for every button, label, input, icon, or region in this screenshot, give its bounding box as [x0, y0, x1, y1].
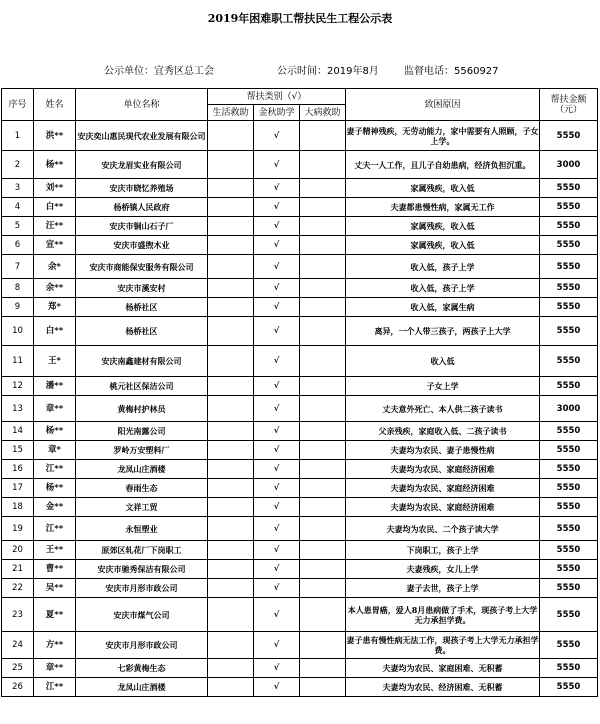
row-unit: 文祥工贸 — [76, 498, 208, 517]
row-reason: 夫妻均为农民、家庭经济困难 — [346, 479, 540, 498]
row-unit: 安庆市商能保安服务有限公司 — [76, 255, 208, 279]
row-name: 汪** — [34, 217, 76, 236]
row-index: 21 — [2, 560, 34, 579]
row-autumn-study-aid-mark: √ — [254, 422, 300, 441]
row-illness-aid-mark — [300, 460, 346, 479]
row-illness-aid-mark — [300, 396, 346, 422]
row-reason: 夫妻均为农民、经济困难、无积蓄 — [346, 678, 540, 697]
row-unit: 安庆龙眉实业有限公司 — [76, 151, 208, 179]
row-amount: 5550 — [540, 346, 598, 377]
row-reason: 夫妻均为农民、二个孩子读大学 — [346, 517, 540, 541]
row-illness-aid-mark — [300, 298, 346, 317]
row-illness-aid-mark — [300, 377, 346, 396]
row-living-aid-mark — [208, 441, 254, 460]
row-illness-aid-mark — [300, 441, 346, 460]
row-unit: 安庆市晓忆养殖场 — [76, 179, 208, 198]
row-amount: 5550 — [540, 377, 598, 396]
supervision-phone: 监督电话：5560927 — [404, 66, 499, 77]
row-name: 金** — [34, 498, 76, 517]
row-autumn-study-aid-mark: √ — [254, 317, 300, 346]
row-autumn-study-aid-mark: √ — [254, 298, 300, 317]
table-row — [2, 560, 598, 579]
row-illness-aid-mark — [300, 498, 346, 517]
header-amount: 帮扶金额（元） — [540, 89, 598, 121]
row-index: 3 — [2, 179, 34, 198]
header-index: 序号 — [2, 89, 34, 121]
row-unit: 黄梅村护林员 — [76, 396, 208, 422]
row-autumn-study-aid-mark: √ — [254, 217, 300, 236]
row-index: 4 — [2, 198, 34, 217]
row-autumn-study-aid-mark: √ — [254, 255, 300, 279]
row-name: 潘** — [34, 377, 76, 396]
row-living-aid-mark — [208, 151, 254, 179]
row-name: 杨** — [34, 422, 76, 441]
header-illness-aid: 大病救助 — [300, 105, 346, 121]
table-row — [2, 632, 598, 659]
row-illness-aid-mark — [300, 678, 346, 697]
header-category: 帮扶类别（√） — [208, 89, 346, 105]
row-unit: 罗岭万安塑料厂 — [76, 441, 208, 460]
row-illness-aid-mark — [300, 317, 346, 346]
row-name: 王** — [34, 541, 76, 560]
row-reason: 收入低 — [346, 346, 540, 377]
row-illness-aid-mark — [300, 479, 346, 498]
row-living-aid-mark — [208, 236, 254, 255]
row-amount: 3000 — [540, 151, 598, 179]
publish-time: 公示时间：2019年8月 — [277, 66, 379, 77]
row-name: 郑* — [34, 298, 76, 317]
row-amount: 5550 — [540, 279, 598, 298]
row-reason: 丈夫意外死亡、本人供二孩子读书 — [346, 396, 540, 422]
row-autumn-study-aid-mark: √ — [254, 396, 300, 422]
row-index: 16 — [2, 460, 34, 479]
row-reason: 父亲残疾，家庭收入低、二孩子读书 — [346, 422, 540, 441]
row-name: 吴** — [34, 579, 76, 598]
row-autumn-study-aid-mark: √ — [254, 632, 300, 659]
row-index: 13 — [2, 396, 34, 422]
row-living-aid-mark — [208, 659, 254, 678]
row-autumn-study-aid-mark: √ — [254, 179, 300, 198]
row-amount: 5550 — [540, 422, 598, 441]
table-row — [2, 179, 598, 198]
table-row — [2, 217, 598, 236]
table-row — [2, 498, 598, 517]
row-illness-aid-mark — [300, 255, 346, 279]
row-name: 江** — [34, 517, 76, 541]
row-index: 8 — [2, 279, 34, 298]
row-illness-aid-mark — [300, 517, 346, 541]
row-amount: 5550 — [540, 659, 598, 678]
row-amount: 5550 — [540, 517, 598, 541]
row-unit: 安庆市盛煦木业 — [76, 236, 208, 255]
row-index: 9 — [2, 298, 34, 317]
row-living-aid-mark — [208, 255, 254, 279]
row-name: 白** — [34, 198, 76, 217]
row-amount: 5550 — [540, 579, 598, 598]
row-unit: 桃元社区保洁公司 — [76, 377, 208, 396]
row-illness-aid-mark — [300, 217, 346, 236]
table-row — [2, 479, 598, 498]
row-autumn-study-aid-mark: √ — [254, 236, 300, 255]
row-autumn-study-aid-mark: √ — [254, 579, 300, 598]
row-index: 6 — [2, 236, 34, 255]
row-index: 20 — [2, 541, 34, 560]
row-living-aid-mark — [208, 579, 254, 598]
row-reason: 下岗职工，孩子上学 — [346, 541, 540, 560]
row-autumn-study-aid-mark: √ — [254, 541, 300, 560]
table-row — [2, 598, 598, 632]
row-reason: 家属残疾，收入低 — [346, 236, 540, 255]
row-index: 10 — [2, 317, 34, 346]
row-autumn-study-aid-mark: √ — [254, 678, 300, 697]
row-illness-aid-mark — [300, 346, 346, 377]
row-reason: 丈夫一人工作，且儿子自幼患病，经济负担沉重。 — [346, 151, 540, 179]
row-unit: 安庆市驰秀保洁有限公司 — [76, 560, 208, 579]
row-name: 曹** — [34, 560, 76, 579]
header-unit: 单位名称 — [76, 89, 208, 121]
row-reason: 妻子患有慢性病无法工作，现孩子考上大学无力承担学费。 — [346, 632, 540, 659]
row-amount: 5550 — [540, 560, 598, 579]
row-index: 18 — [2, 498, 34, 517]
row-reason: 夫妻均为农民、家庭经济困难 — [346, 460, 540, 479]
row-unit: 安庆市月形市政公司 — [76, 632, 208, 659]
row-reason: 夫妻残疾，女儿上学 — [346, 560, 540, 579]
row-living-aid-mark — [208, 179, 254, 198]
row-autumn-study-aid-mark: √ — [254, 460, 300, 479]
row-amount: 5550 — [540, 498, 598, 517]
row-reason: 家属残疾，收入低 — [346, 179, 540, 198]
row-unit: 永恒塑业 — [76, 517, 208, 541]
row-reason: 子女上学 — [346, 377, 540, 396]
row-autumn-study-aid-mark: √ — [254, 479, 300, 498]
row-reason: 本人患胃癌，爱人8月患病做了手术，现孩子考上大学无力承担学费。 — [346, 598, 540, 632]
row-unit: 阳光南露公司 — [76, 422, 208, 441]
row-living-aid-mark — [208, 377, 254, 396]
row-index: 7 — [2, 255, 34, 279]
row-autumn-study-aid-mark: √ — [254, 598, 300, 632]
row-autumn-study-aid-mark: √ — [254, 121, 300, 151]
row-living-aid-mark — [208, 498, 254, 517]
row-unit: 杨桥社区 — [76, 317, 208, 346]
table-row — [2, 121, 598, 151]
table-row — [2, 541, 598, 560]
row-autumn-study-aid-mark: √ — [254, 346, 300, 377]
row-name: 王* — [34, 346, 76, 377]
table-row — [2, 517, 598, 541]
row-living-aid-mark — [208, 346, 254, 377]
row-reason: 妻子去世，孩子上学 — [346, 579, 540, 598]
row-living-aid-mark — [208, 396, 254, 422]
row-amount: 5550 — [540, 317, 598, 346]
row-autumn-study-aid-mark: √ — [254, 279, 300, 298]
row-unit: 安庆奕山惠民现代农业发展有限公司 — [76, 121, 208, 151]
row-name: 白** — [34, 317, 76, 346]
row-autumn-study-aid-mark: √ — [254, 441, 300, 460]
header-name: 姓名 — [34, 89, 76, 121]
header-autumn-study-aid: 金秋助学 — [254, 105, 300, 121]
row-name: 方** — [34, 632, 76, 659]
row-index: 1 — [2, 121, 34, 151]
row-amount: 5550 — [540, 598, 598, 632]
row-living-aid-mark — [208, 632, 254, 659]
row-illness-aid-mark — [300, 179, 346, 198]
row-illness-aid-mark — [300, 198, 346, 217]
table-row — [2, 317, 598, 346]
table-row — [2, 198, 598, 217]
row-autumn-study-aid-mark: √ — [254, 560, 300, 579]
row-unit: 原郊区轧花厂下岗职工 — [76, 541, 208, 560]
row-living-aid-mark — [208, 517, 254, 541]
row-index: 17 — [2, 479, 34, 498]
row-index: 25 — [2, 659, 34, 678]
row-amount: 5550 — [540, 678, 598, 697]
row-unit: 龙凤山庄酒楼 — [76, 460, 208, 479]
table-row — [2, 377, 598, 396]
row-reason: 夫妻均为农民、妻子患慢性病 — [346, 441, 540, 460]
table-row — [2, 279, 598, 298]
row-name: 江** — [34, 460, 76, 479]
row-unit: 安庆市溪安村 — [76, 279, 208, 298]
row-living-aid-mark — [208, 121, 254, 151]
header-living-aid: 生活救助 — [208, 105, 254, 121]
row-amount: 3000 — [540, 396, 598, 422]
row-index: 14 — [2, 422, 34, 441]
row-reason: 收入低，孩子上学 — [346, 255, 540, 279]
row-living-aid-mark — [208, 317, 254, 346]
row-living-aid-mark — [208, 598, 254, 632]
row-reason: 妻子精神残疾，无劳动能力，家中需要有人照顾，子女上学。 — [346, 121, 540, 151]
header-reason: 致困原因 — [346, 89, 540, 121]
row-amount: 5550 — [540, 541, 598, 560]
row-unit: 春雨生态 — [76, 479, 208, 498]
row-amount: 5550 — [540, 460, 598, 479]
table-row — [2, 659, 598, 678]
row-illness-aid-mark — [300, 579, 346, 598]
row-living-aid-mark — [208, 678, 254, 697]
row-living-aid-mark — [208, 479, 254, 498]
row-index: 12 — [2, 377, 34, 396]
row-reason: 夫妻都患慢性病，家属无工作 — [346, 198, 540, 217]
row-amount: 5550 — [540, 121, 598, 151]
row-living-aid-mark — [208, 198, 254, 217]
row-illness-aid-mark — [300, 151, 346, 179]
row-name: 宣** — [34, 236, 76, 255]
row-index: 26 — [2, 678, 34, 697]
row-unit: 龙凤山庄酒楼 — [76, 678, 208, 697]
row-name: 章** — [34, 396, 76, 422]
row-amount: 5550 — [540, 479, 598, 498]
row-living-aid-mark — [208, 460, 254, 479]
row-index: 19 — [2, 517, 34, 541]
row-living-aid-mark — [208, 217, 254, 236]
row-illness-aid-mark — [300, 598, 346, 632]
row-illness-aid-mark — [300, 659, 346, 678]
table-row — [2, 678, 598, 697]
row-unit: 安庆市煤气公司 — [76, 598, 208, 632]
row-unit: 七彩黄梅生态 — [76, 659, 208, 678]
row-illness-aid-mark — [300, 560, 346, 579]
row-living-aid-mark — [208, 422, 254, 441]
table-row — [2, 255, 598, 279]
row-name: 余** — [34, 279, 76, 298]
row-autumn-study-aid-mark: √ — [254, 517, 300, 541]
row-amount: 5550 — [540, 441, 598, 460]
row-living-aid-mark — [208, 560, 254, 579]
table-row — [2, 396, 598, 422]
table-row — [2, 346, 598, 377]
row-index: 24 — [2, 632, 34, 659]
row-living-aid-mark — [208, 279, 254, 298]
row-index: 15 — [2, 441, 34, 460]
row-amount: 5550 — [540, 236, 598, 255]
row-name: 章* — [34, 441, 76, 460]
publisher-unit: 公示单位：宜秀区总工会 — [104, 66, 214, 77]
row-name: 江** — [34, 678, 76, 697]
row-index: 2 — [2, 151, 34, 179]
aid-table — [1, 88, 598, 697]
row-illness-aid-mark — [300, 541, 346, 560]
table-row — [2, 422, 598, 441]
row-name: 夏** — [34, 598, 76, 632]
row-autumn-study-aid-mark: √ — [254, 377, 300, 396]
table-row — [2, 441, 598, 460]
row-living-aid-mark — [208, 541, 254, 560]
row-amount: 5550 — [540, 255, 598, 279]
table-row — [2, 579, 598, 598]
row-illness-aid-mark — [300, 236, 346, 255]
row-reason: 家属残疾，收入低 — [346, 217, 540, 236]
row-index: 23 — [2, 598, 34, 632]
row-unit: 安庆市铜山石子厂 — [76, 217, 208, 236]
row-name: 杨** — [34, 479, 76, 498]
row-reason: 夫妻均为农民、家庭困难、无积蓄 — [346, 659, 540, 678]
row-illness-aid-mark — [300, 422, 346, 441]
row-autumn-study-aid-mark: √ — [254, 498, 300, 517]
table-row — [2, 298, 598, 317]
row-autumn-study-aid-mark: √ — [254, 151, 300, 179]
row-index: 22 — [2, 579, 34, 598]
row-amount: 5550 — [540, 632, 598, 659]
row-index: 5 — [2, 217, 34, 236]
row-autumn-study-aid-mark: √ — [254, 198, 300, 217]
table-row — [2, 236, 598, 255]
row-living-aid-mark — [208, 298, 254, 317]
row-unit: 杨桥社区 — [76, 298, 208, 317]
row-reason: 夫妻均为农民、家庭经济困难 — [346, 498, 540, 517]
row-amount: 5550 — [540, 198, 598, 217]
row-illness-aid-mark — [300, 121, 346, 151]
table-row — [2, 151, 598, 179]
row-reason: 收入低，家属生病 — [346, 298, 540, 317]
row-name: 洪** — [34, 121, 76, 151]
row-autumn-study-aid-mark: √ — [254, 659, 300, 678]
row-unit: 安庆南鑫建材有限公司 — [76, 346, 208, 377]
row-name: 余* — [34, 255, 76, 279]
row-name: 章** — [34, 659, 76, 678]
row-unit: 安庆市月形市政公司 — [76, 579, 208, 598]
row-amount: 5550 — [540, 298, 598, 317]
row-unit: 杨桥镇人民政府 — [76, 198, 208, 217]
row-illness-aid-mark — [300, 632, 346, 659]
row-reason: 收入低，孩子上学 — [346, 279, 540, 298]
row-name: 刘** — [34, 179, 76, 198]
row-reason: 离异，一个人带三孩子，两孩子上大学 — [346, 317, 540, 346]
row-amount: 5550 — [540, 179, 598, 198]
row-index: 11 — [2, 346, 34, 377]
row-name: 杨** — [34, 151, 76, 179]
row-amount: 5550 — [540, 217, 598, 236]
row-illness-aid-mark — [300, 279, 346, 298]
page-title: 2019年困难职工帮扶民生工程公示表 — [207, 12, 393, 25]
table-row — [2, 460, 598, 479]
